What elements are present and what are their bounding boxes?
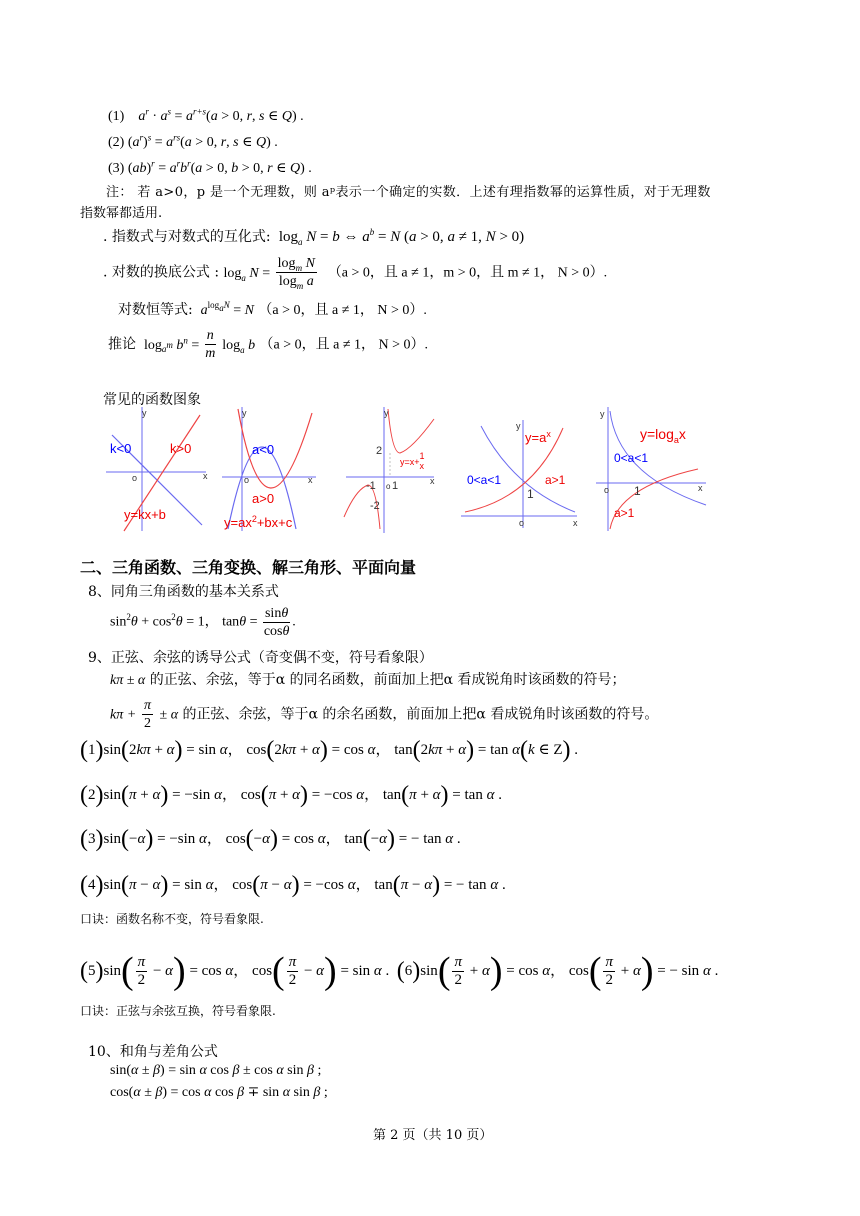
graph-linear (102, 405, 210, 533)
item-10-title: 10、和角与差角公式 (88, 1044, 218, 1060)
log-conversion: . 指数式与对数式的互化式: $\log_a N = b$ ⇔ $a^b = N$ (a > 0, a ≠ 1, N > 0) (103, 227, 525, 247)
item-9-title: 9、正弦、余弦的诱导公式（奇变偶不变，符号看象限） (88, 650, 433, 666)
base-change: . 对数的换底公式 : $\log_a N$ = $\frac{\log_m N}{\log_m a}$ （a > 0，且 a ≠ 1，m > 0，且 m ≠ 1， N > 0）. (103, 256, 608, 291)
log-corollary-label: 推论 (108, 336, 136, 353)
linear-equation: y=kx+b (124, 507, 166, 522)
rule-2-number: (2) (108, 135, 125, 150)
note-line-2: 指数幂都适用. (80, 206, 163, 221)
formula-4: (4)sin(π − α) = sin α， cos(π − α) = −cos α， tan(π − α) = − tan α . (80, 872, 506, 898)
page-footer: 第 2 页（共 10 页） (373, 1128, 493, 1143)
sum-difference-cosine: cos(α ± β) = cos α cos β ∓ sin α sin β ; (110, 1085, 328, 1100)
origin-label: o (604, 485, 610, 495)
formula-3: (3)sin(−α) = −sin α， cos(−α) = cos α， tan(−α) = − tan α . (80, 826, 461, 852)
a-less-than-1-label: 0<a<1 (467, 473, 502, 487)
mnemonic-2: 口诀：正弦与余弦互换，符号看象限. (80, 1004, 276, 1018)
logarithm-equation: $y=\log_ax$ (640, 426, 686, 445)
induction-rule-1-text: 的正弦、余弦，等于α 的同名函数，前面加上把α 看成锐角时该函数的符号； (149, 672, 626, 688)
a-less-than-1-label: 0<a<1 (614, 451, 649, 465)
rule-2: (2) $(a^r)^s = a^{rs}(a > 0$, r, s ∈ Q) . (108, 132, 278, 150)
y-label: y (600, 409, 605, 419)
base-change-condition: （a > 0，且 a ≠ 1，m > 0，且 m ≠ 1， N > 0）. (327, 265, 608, 281)
rule-1: (1) $a^r \cdot a^s = a^{r+s}(a > 0$, r, s ∈ Q) . (108, 106, 304, 124)
parabola-a-positive (238, 409, 312, 488)
graphs-title: 常见的函数图象 (103, 392, 201, 408)
formula-5-6: (5)sin( $\frac{\pi}{2}$ − α) = cos α， cos( $\frac{\pi}{2}$ − α) = sin α . (6)sin( $\frac{\pi}{2}$ + α) = cos α， cos( $\frac{\pi}{2}$ + α) = − sin α . (80, 949, 719, 992)
base-change-label: . 对数的换底公式 : (103, 264, 220, 281)
pythagorean-identity: $\sin^2\theta + \cos^2\theta = 1$， tanθ = $\frac{\sin\theta}{\cos\theta}$ . (110, 606, 296, 639)
tick-minus-1: -1 (366, 480, 376, 492)
induction-rule-2: kπ + $\frac{\pi}{2}$ ± α 的正弦、余弦，等于α 的余名函数，前面加上把α 看成锐角时该函数的符号。 (110, 698, 659, 731)
x-label: x (698, 483, 703, 493)
log-corollary: 推论 $\log_{a^m} b^n$ = $\frac{n}{m}$ $\log_a b$ （a > 0，且 a ≠ 1， N > 0）. (108, 328, 429, 361)
x-label: x (573, 518, 578, 528)
induction-rule-1: kπ ± α 的正弦、余弦，等于α 的同名函数，前面加上把α 看成锐角时该函数的符号； (110, 672, 626, 688)
exponential-equation: $y=a^x$ (525, 429, 551, 445)
graph-exponential (459, 418, 581, 530)
y-label: y (516, 421, 521, 431)
log-identity: 对数恒等式: $a^{log_aN} = N$ （a > 0，且 a ≠ 1， N > 0）. (118, 300, 427, 318)
section-2-heading: 二、三角函数、三角变换、解三角形、平面向量 (80, 558, 417, 577)
x-label: x (430, 476, 435, 486)
tick-2: 2 (376, 445, 383, 457)
graph-reciprocal-sum (342, 405, 438, 535)
k-positive-label: k>0 (170, 441, 192, 456)
formula-2: (2)sin(π + α) = −sin α， cos(π + α) = −cos α， tan(π + α) = tan α . (80, 782, 502, 808)
a-negative-label: a<0 (252, 442, 275, 457)
formula-1: (1)sin(2kπ + α) = sin α， cos(2kπ + α) = cos α， tan(2kπ + α) = tan α(k ∈ Z) . (80, 737, 578, 763)
origin-label: o (519, 518, 525, 528)
k-negative-label: k<0 (110, 441, 132, 456)
log-identity-label: 对数恒等式: (118, 302, 193, 318)
a-positive-label: a>0 (252, 491, 275, 506)
a-greater-than-1-label: a>1 (545, 473, 566, 487)
sum-difference-sine: sin(α ± β) = sin α cos β ± cos α sin β ; (110, 1063, 322, 1078)
intercept-1-label: 1 (527, 487, 534, 501)
intercept-1-label: 1 (634, 484, 641, 498)
curve-a-greater-than-1 (610, 469, 698, 529)
item-8-title: 8、同角三角函数的基本关系式 (88, 584, 279, 600)
origin-label: o (386, 482, 391, 491)
tick-1: 1 (392, 480, 399, 492)
y-label: y (384, 408, 389, 418)
note-line-1: 注： 若 a>0，p 是一个无理数，则 aᵖ表示一个确定的实数．上述有理指数幂的运算性质，对于无理数 (106, 185, 711, 200)
origin-label: o (244, 475, 250, 485)
y-label: y (242, 408, 247, 418)
reciprocal-equation: y=x+1 x (400, 451, 425, 471)
x-label: x (203, 471, 208, 481)
quadratic-equation: $y=ax^2+bx+c$ (224, 514, 293, 530)
rule-3: (3) $(ab)^r = a^rb^r(a > 0$, b > 0, r ∈ Q) . (108, 158, 312, 176)
rule-1-number: (1) (108, 109, 125, 124)
branch-positive (388, 409, 434, 453)
log-identity-condition: （a > 0，且 a ≠ 1， N > 0）. (258, 303, 427, 318)
graph-parabola (220, 405, 320, 533)
log-corollary-condition: （a > 0，且 a ≠ 1， N > 0）. (259, 337, 429, 353)
induction-rule-2-text: 的正弦、余弦，等于α 的余名函数，前面加上把α 看成锐角时该函数的符号。 (182, 706, 659, 723)
a-greater-than-1-label: a>1 (614, 506, 635, 520)
x-label: x (308, 475, 313, 485)
graph-logarithm (594, 405, 710, 533)
log-conversion-label: . 指数式与对数式的互化式: (103, 229, 271, 245)
y-label: y (142, 408, 147, 418)
mnemonic-1: 口诀：函数名称不变，符号看象限. (80, 912, 264, 926)
tick-minus-2: -2 (370, 500, 380, 512)
rule-3-number: (3) (108, 161, 125, 176)
origin-label: o (132, 473, 138, 483)
